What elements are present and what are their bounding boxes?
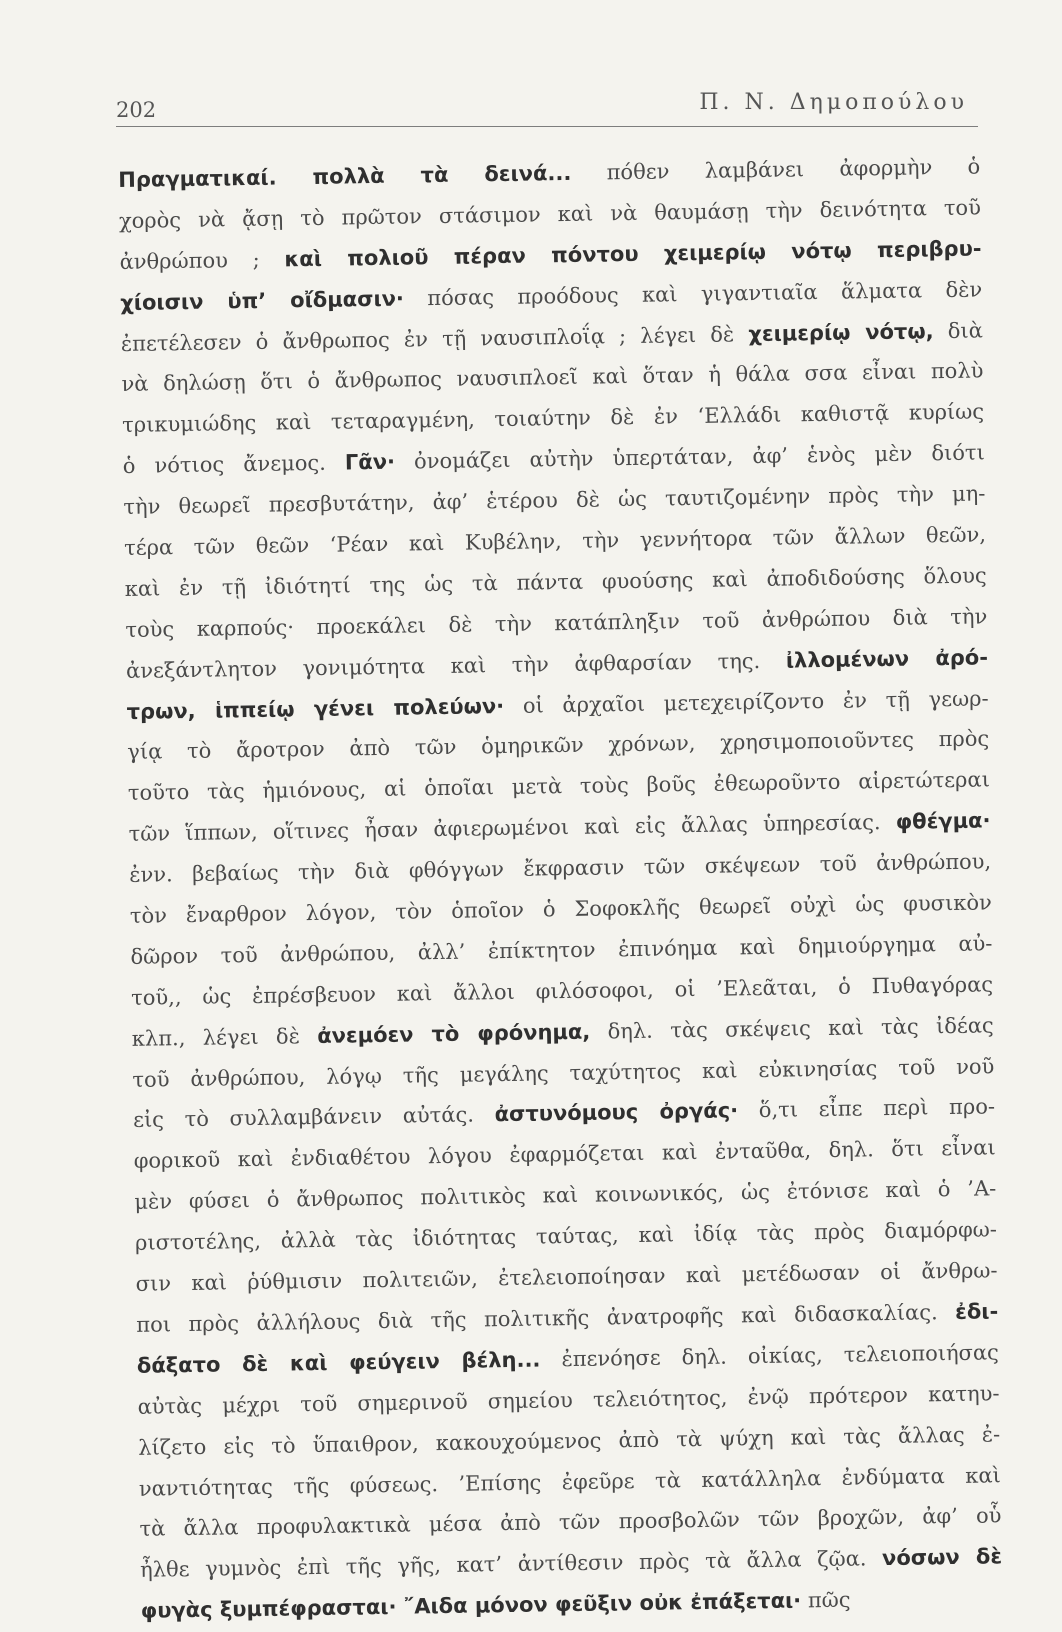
text-span: γίᾳ τὸ ἄροτρον ἀπὸ τῶν ὁμηρικῶν χρόνων, χρησιμοποιοῦντες πρὸς xyxy=(127,726,990,765)
text-span: ἐνν. βεβαίως τὴν διὰ φθόγγων ἔκφρασιν τῶν σκέψεων τοῦ ἀνθρώπου, xyxy=(129,849,992,888)
text-span: ἐπετέλεσεν ὁ ἄνθρωπος ἐν τῇ ναυσιπλοΐᾳ ; λέγει δὲ xyxy=(120,321,749,356)
bold-lemma: ἀστυνόμους ὀργάς· xyxy=(494,1098,739,1127)
text-span: διὰ xyxy=(933,318,983,343)
text-span: ἀνεξάντλητον γονιμότητα καὶ τὴν ἀφθαρσίαν της. xyxy=(125,648,787,683)
text-span: τοῦ ἀνθρώπου, λόγῳ τῆς μεγάλης ταχύτητος καὶ εὐκινησίας τοῦ νοῦ xyxy=(132,1053,995,1092)
text-span: τέρα τῶν θεῶν ‘Ρέαν καὶ Κυβέλην, τὴν γεννήτορα τῶν ἄλλων θεῶν, xyxy=(123,522,987,560)
text-span: τὸν ἔναρθρον λόγον, τὸν ὁποῖον ὁ Σοφοκλῆς θεωρεῖ οὐχὶ ὡς φυσικὸν xyxy=(129,890,992,928)
text-span: ἀνθρώπου ; xyxy=(119,247,285,274)
text-span: τοῦτο τὰς ἡμιόνους, αἱ ὁποῖαι μετὰ τοὺς βοῦς ἐθεωροῦντο αἱρετώτεραι xyxy=(127,767,991,806)
bold-lemma: ἀνεμόεν τὸ φρόνημα, xyxy=(317,1019,591,1048)
text-span: καὶ ἐν τῇ ἰδιότητί της ὡς τὰ πάντα φυούσης καὶ ἀποδιδούσης ὅλους xyxy=(124,563,987,601)
text-span: οἱ ἀρχαῖοι μετεχειρίζοντο ἐν τῇ γεωρ- xyxy=(503,685,989,718)
text-span: ὅ,τι εἶπε περὶ προ- xyxy=(737,1094,996,1123)
text-span: αὐτὰς μέχρι τοῦ σημερινοῦ σημείου τελειότητος, ἐνῷ πρότερον κατηυ- xyxy=(137,1381,1000,1419)
text-span: τὰ ἄλλα προφυλακτικὰ μέσα ἀπὸ τῶν προσβολῶν τῶν βροχῶν, ἀφ’ οὗ xyxy=(139,1503,1002,1542)
text-span: μὲν φύσει ὁ ἄνθρωπος πολιτικὸς καὶ κοινωνικός, ὡς ἐτόνισε καὶ ὁ ’Α- xyxy=(134,1176,997,1215)
text-span: κλπ., λέγει δὲ xyxy=(131,1023,318,1051)
bold-lemma: ἐδι- xyxy=(954,1299,999,1324)
bold-lemma: δάξατο δὲ καὶ φεύγειν βέλη... xyxy=(136,1347,541,1378)
text-span: τῶν ἵππων, οἵτινες ἦσαν ἀφιερωμένοι καὶ εἰς ἄλλας ὑπηρεσίας. xyxy=(128,810,896,847)
bold-lemma: φθέγμα· xyxy=(895,808,991,835)
text-span: δηλ. τὰς σκέψεις καὶ τὰς ἰδέας xyxy=(590,1013,994,1044)
text-span: τρικυμιώδης καὶ τεταραγμένη, τοιαύτην δὲ ἐν ‘Ελλάδι καθιστᾷ κυρίως xyxy=(121,399,985,438)
text-span: πόθεν λαμβάνει ἀφορμὴν ὁ xyxy=(571,154,981,185)
text-span: χορὸς νὰ ᾄσῃ τὸ πρῶτον στάσιμον καὶ νὰ θαυμάσῃ τὴν δεινότητα τοῦ xyxy=(118,195,982,233)
page-number: 202 xyxy=(116,98,157,122)
bold-lemma: νόσων δὲ xyxy=(881,1544,1003,1571)
text-span: ποι πρὸς ἀλλήλους διὰ τῆς πολιτικῆς ἀνατροφῆς καὶ διδασκαλίας. xyxy=(136,1299,956,1337)
text-span: ναντιότητας τῆς φύσεως. ’Επίσης ἐφεῦρε τὰ κατάλληλα ἐνδύματα καὶ xyxy=(138,1462,1001,1501)
bold-lemma: τρων, ἱππείῳ γένει πολεύων· xyxy=(126,693,505,724)
text-span: νὰ δηλώσῃ ὅτι ὁ ἄνθρωπος ναυσιπλοεῖ καὶ ὅταν ἡ θάλα σσα εἶναι πολὺ xyxy=(121,358,984,397)
text-span: ριστοτέλης, ἀλλὰ τὰς ἰδιότητας ταύτας, καὶ ἰδίᾳ τὰς πρὸς διαμόρφω- xyxy=(134,1217,998,1256)
text-span: τοῦ,, ὡς ἐπρέσβευον καὶ ἄλλοι φιλόσοφοι, οἱ ’Ελεᾶται, ὁ Πυθαγόρας xyxy=(130,972,994,1010)
text-span: πῶς xyxy=(800,1587,851,1613)
text-span: δῶρον τοῦ ἀνθρώπου, ἀλλ’ ἐπίκτητον ἐπινόημα καὶ δημιούργημα αὐ- xyxy=(130,931,993,969)
bold-lemma: Γᾶν· xyxy=(344,449,396,475)
bold-lemma: Πραγματικαί. πολλὰ τὰ δεινά... xyxy=(118,160,572,192)
text-span: σιν καὶ ῥύθμισιν πολιτειῶν, ἐτελειοποίησαν καὶ μετέδωσαν οἱ ἄνθρω- xyxy=(135,1258,998,1296)
text-span: πόσας προόδους καὶ γιγαντιαῖα ἅλματα δὲν xyxy=(403,277,983,311)
bold-lemma: καὶ πολιοῦ πέραν πόντου χειμερίῳ νότῳ περιβρυ- xyxy=(284,236,982,272)
text-span: ἦλθε γυμνὸς ἐπὶ τῆς γῆς, κατ’ ἀντίθεσιν πρὸς τὰ ἄλλα ζῷα. xyxy=(139,1546,883,1583)
text-span: εἰς τὸ συλλαμβάνειν αὐτάς. xyxy=(132,1102,495,1133)
bold-lemma: φυγὰς ξυμπέφρασται· ῎Αιδα μόνον φεῦξιν οὐκ ἐπάξεται· xyxy=(140,1588,802,1623)
text-span: ἐπενόησε δηλ. οἰκίας, τελειοποιήσας xyxy=(540,1340,1000,1372)
text-span: ὀνομάζει αὐτὴν ὑπερτάταν, ἀφ’ ἑνὸς μὲν διότι xyxy=(394,440,985,474)
text-span: φορικοῦ καὶ ἐνδιαθέτου λόγου ἐφαρμόζεται καὶ ἐνταῦθα, δηλ. ὅτι εἶναι xyxy=(133,1135,996,1174)
bold-lemma: χίοισιν ὑπ’ οἴδμασιν· xyxy=(120,286,405,315)
text-span: λίζετο εἰς τὸ ὕπαιθρον, κακουχούμενος ἀπὸ τὰ ψύχη καὶ τὰς ἄλλας ἐ- xyxy=(138,1421,1001,1460)
text-span: τοὺς καρπούς· προεκάλει δὲ τὴν κατάπληξιν τοῦ ἀνθρώπου διὰ τὴν xyxy=(125,604,988,642)
bold-lemma: ἰλλομένων ἀρό- xyxy=(785,645,989,673)
body-text xyxy=(118,146,1003,1631)
page-header xyxy=(116,82,978,127)
text-span: τὴν θεωρεῖ πρεσβυτάτην, ἀφ’ ἑτέρου δὲ ὡς ταυτιζομένην πρὸς τὴν μη- xyxy=(123,481,986,520)
text-span: ὁ νότιος ἄνεμος. xyxy=(122,450,346,479)
running-head: Π. Ν. Δημοπούλου xyxy=(699,90,968,115)
bold-lemma: χειμερίῳ νότῳ, xyxy=(748,318,934,346)
